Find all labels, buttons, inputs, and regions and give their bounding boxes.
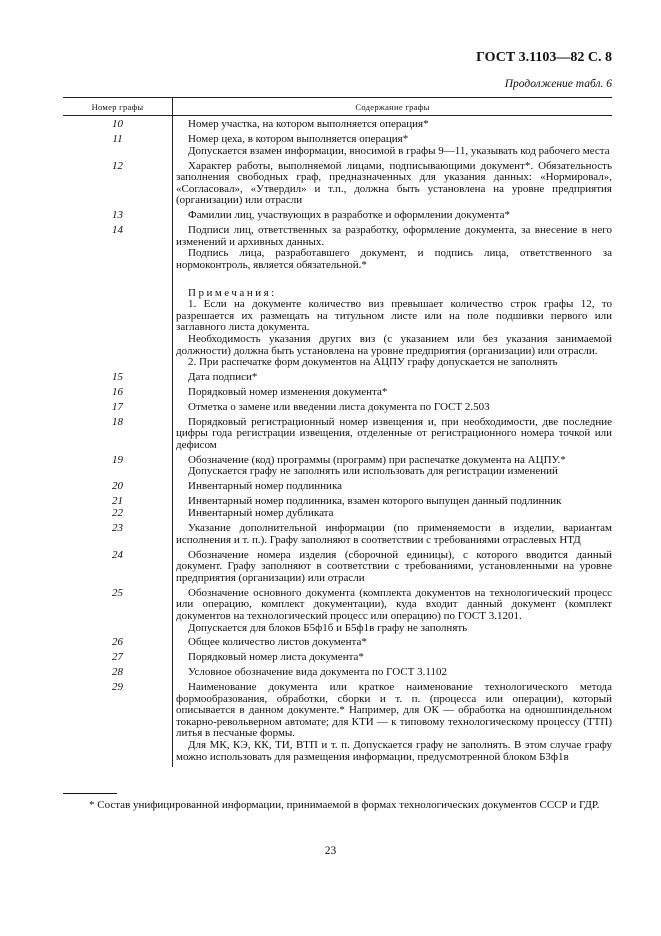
field-number: 11 — [112, 133, 123, 146]
notes-row — [63, 272, 612, 369]
table-row — [63, 452, 612, 478]
column-header-content: Содержание графы — [355, 101, 430, 112]
paragraph: Порядковый номер изменения документа* — [188, 385, 388, 398]
field-description — [172, 588, 612, 634]
paragraph: Отметка о замене или введении листа документа по ГОСТ 2.503 — [188, 400, 490, 413]
paragraph: Обозначение номера изделия (сборочной единицы), с которого вводится данный документ. Графу заполняют в соответствии с требованиями, установленными на уровне предприятия (организации) или отрасли — [176, 548, 612, 584]
field-number: 17 — [112, 400, 123, 413]
paragraph: Инвентарный номер подлинника, взамен которого выпущен данный подлинник — [188, 495, 562, 508]
column-header-number: Номер графы — [63, 98, 173, 115]
field-number: 27 — [112, 651, 123, 664]
table-row — [63, 584, 612, 634]
table-row — [63, 116, 612, 131]
field-number: 29 — [112, 681, 123, 694]
table-row — [63, 222, 612, 272]
table-row — [63, 157, 612, 207]
field-description — [172, 455, 612, 478]
field-description — [172, 667, 612, 679]
field-number — [63, 288, 172, 369]
field-number: 10 — [112, 118, 123, 131]
field-number: 21 — [112, 495, 123, 508]
field-description — [172, 161, 612, 207]
paragraph: Фамилии лиц, участвующих в разработке и оформлении документа* — [188, 209, 510, 222]
footnote-separator — [63, 793, 117, 794]
table-row — [63, 546, 612, 584]
field-number: 24 — [112, 548, 123, 561]
table-body — [63, 116, 612, 763]
field-description — [172, 682, 612, 763]
footnote: * Состав унифицированной информации, принимаемой в формах технологических документов СССР и ГДР. — [89, 799, 600, 811]
document-header: ГОСТ 3.1103—82 С. 8 — [476, 50, 612, 65]
table-row — [63, 413, 612, 451]
field-number: 25 — [112, 586, 123, 599]
field-description — [172, 210, 612, 222]
table-row — [63, 664, 612, 679]
table-row — [63, 399, 612, 414]
field-number: 12 — [112, 159, 123, 172]
field-description — [172, 372, 612, 384]
field-number: 13 — [112, 209, 123, 222]
field-description — [172, 288, 612, 369]
paragraph: Необходимость указания других виз (с указанием или без указания занимаемой должности) должна быть установлена на уровне предприятия (организации) или отрасли. — [176, 332, 612, 357]
field-number: 14 — [112, 224, 123, 237]
paragraph: Общее количество листов документа* — [188, 636, 367, 649]
paragraph: Наименование документа или краткое наименование технологического метода формообразования, обработки, сборки и т. п. (процесса или операции), который описывается в данном документе.* Например, для ОК — обработка на одношпиндельном токарно-револьверном автомате; для КТИ — к типовому технологическому процессу (ТТП) литья в песчаные формы. — [176, 681, 612, 740]
paragraph: Характер работы, выполняемой лицами, подписывающими документ*. Обязательность заполнения свободных граф, предназначенных для указания данных: «Нормировал», «Согласовал», «Утвердил» и т.п., должна быть установлена на уровне предприятия (организации) или отрасли — [176, 159, 612, 207]
paragraph: Допускается для блоков Б5ф1б и Б5ф1в графу не заполнять — [188, 621, 468, 634]
field-description — [172, 225, 612, 271]
table-row — [63, 679, 612, 763]
table-row — [63, 384, 612, 399]
table-row — [63, 649, 612, 664]
field-description — [172, 417, 612, 452]
table-row — [63, 493, 612, 508]
paragraph: 1. Если на документе количество виз превышает количество строк графы 12, то разрешается их размещать на титульном листе или на поле подшивки первого или заглавного листа документа. — [176, 298, 612, 334]
field-description — [172, 481, 612, 493]
paragraph: Дата подписи* — [188, 371, 258, 384]
fields-table — [63, 97, 612, 763]
field-description — [172, 550, 612, 585]
field-description — [172, 134, 612, 157]
paragraph: Допускается графу не заполнять или использовать для регистрации изменений — [188, 465, 558, 478]
field-description — [172, 402, 612, 414]
table-row — [63, 131, 612, 157]
paragraph: Условное обозначение вида документа по ГОСТ 3.1102 — [188, 666, 447, 679]
page-number: 23 — [324, 845, 337, 857]
paragraph: Подписи лиц, ответственных за разработку, оформление документа, за внесение в него изменений и архивных данных. — [176, 224, 612, 248]
paragraph: Порядковый номер листа документа* — [188, 651, 364, 664]
table-header — [63, 97, 612, 116]
table-row — [63, 207, 612, 222]
field-description — [172, 637, 612, 649]
field-number: 28 — [112, 666, 123, 679]
paragraph: Обозначение (код) программы (программ) при распечатке документа на АЦПУ.* — [188, 453, 566, 466]
table-row — [63, 634, 612, 649]
field-number: 20 — [112, 480, 123, 493]
table-row — [63, 478, 612, 493]
paragraph: Для МК, КЭ, КК, ТИ, ВТП и т. п. Допускается графу не заполнять. В этом случае графу можно использовать для размещения информации, предусмотренной блоком Б3ф1в — [176, 739, 612, 763]
paragraph: Инвентарный номер подлинника — [188, 480, 342, 493]
field-description — [172, 508, 612, 520]
field-number: 22 — [112, 507, 123, 520]
table-continuation-label: Продолжение табл. 6 — [504, 78, 612, 90]
table-row — [63, 520, 612, 546]
field-description — [172, 496, 612, 508]
field-description — [172, 523, 612, 546]
field-number: 23 — [112, 522, 123, 535]
field-description — [172, 119, 612, 131]
field-number: 26 — [112, 636, 123, 649]
paragraph: Номер участка, на котором выполняется операция* — [188, 118, 429, 131]
paragraph: 2. При распечатке форм документов на АЦПУ графу допускается не заполнять — [188, 356, 558, 369]
field-description — [172, 387, 612, 399]
paragraph: Подпись лица, разработавшего документ, и подпись лица, ответственного за нормоконтроль, является обязательной.* — [176, 247, 612, 272]
field-number: 15 — [112, 371, 123, 384]
table-row — [63, 508, 612, 520]
table-row — [63, 369, 612, 384]
paragraph: Обозначение основного документа (комплекта документов на технологический процесс или операцию, комплект документации), куда входит данный документ (комплект документов на технологический процесс или операцию) по ГОСТ 3.1201. — [176, 586, 612, 622]
paragraph: Номер цеха, в котором выполняется операция* — [188, 133, 409, 146]
paragraph: Порядковый регистрационный номер извещения и, при необходимости, две последние цифры года регистрации извещения, отделенные от регистрационного номера точкой или дефисом — [176, 415, 612, 451]
field-number: 18 — [112, 415, 123, 428]
notes-title: Примечания: — [188, 286, 277, 299]
paragraph: Указание дополнительной информации (по применяемости в изделии, вариантам исполнения и т. п.). Графу заполняют в соответствии с требованиями отраслевых НТД — [176, 522, 612, 546]
paragraph: Инвентарный номер дубликата — [188, 507, 334, 520]
paragraph: Допускается взамен информации, вносимой в графы 9—11, указывать код рабочего места — [188, 144, 610, 157]
field-number: 16 — [112, 385, 123, 398]
field-description — [172, 652, 612, 664]
field-number: 19 — [112, 453, 123, 466]
